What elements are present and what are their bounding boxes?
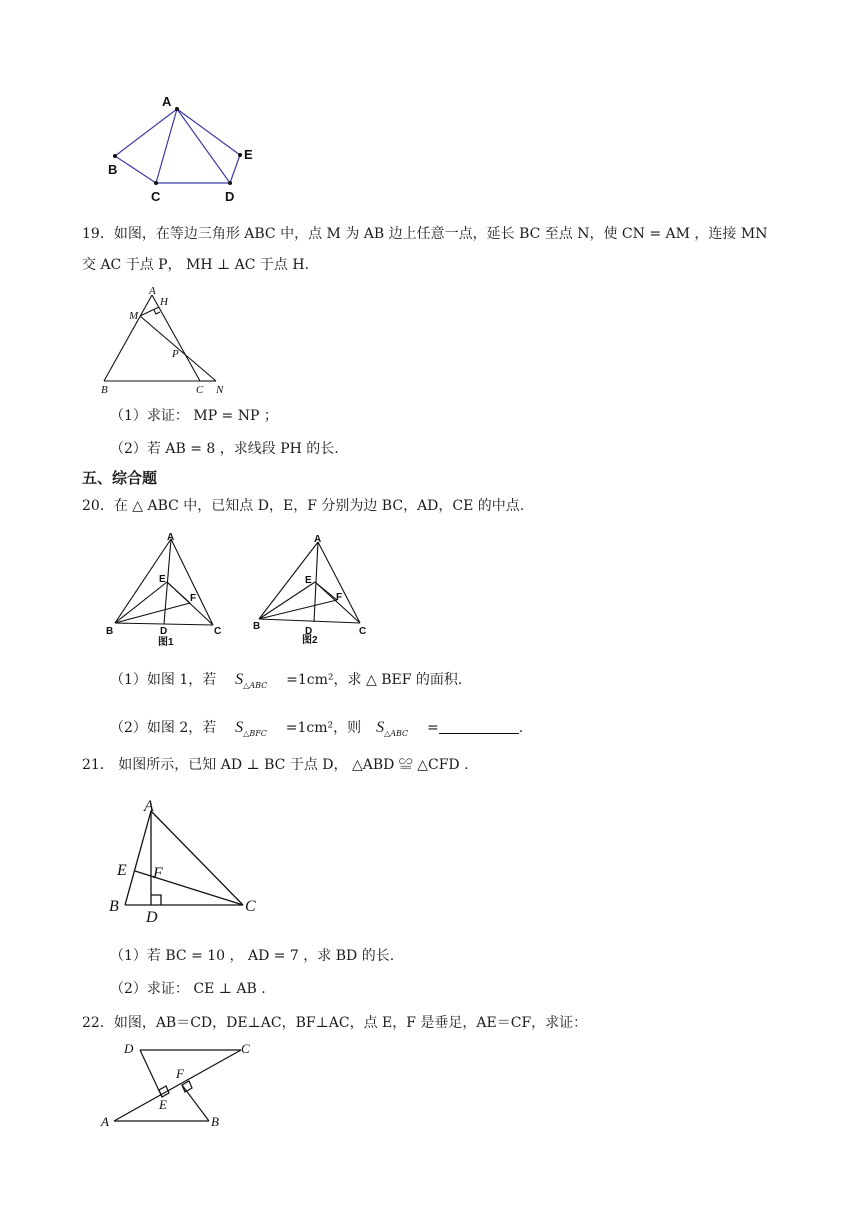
fig21-label-c: C bbox=[245, 898, 256, 915]
q21-part1: （1）若 BC = 10 ， AD = 7 ，求 BD 的长. bbox=[110, 948, 395, 964]
fig21-label-b: B bbox=[109, 898, 119, 915]
q21-part2: （2）求证： CE ⊥ AB . bbox=[110, 981, 266, 997]
figure-q20-2 bbox=[248, 530, 378, 650]
fig21-label-f: F bbox=[153, 865, 163, 882]
fig19-label-c: C bbox=[196, 384, 204, 396]
fig19-label-p: P bbox=[172, 348, 179, 360]
fig19-label-a: A bbox=[149, 285, 156, 297]
fig19-label-m: M bbox=[129, 310, 139, 322]
fig20-2-label-c: C bbox=[359, 626, 367, 637]
q20-part1-suffix: =1cm²，求 △ BEF 的面积. bbox=[286, 672, 463, 688]
fig22-label-f: F bbox=[176, 1066, 184, 1081]
q21-stem: 21． 如图所示，已知 AD ⊥ BC 于点 D， △ABD ≌ △CFD . bbox=[82, 757, 469, 773]
q20-part2 bbox=[110, 718, 523, 744]
fig20-1-label-a: A bbox=[167, 532, 175, 543]
q19-stem-line1: 19．如图，在等边三角形 ABC 中，点 M 为 AB 边上任意一点，延长 BC 至点 N，使 CN = AM ，连接 MN bbox=[82, 226, 768, 242]
q20-part2-s: S bbox=[235, 719, 244, 736]
q19-part2: （2）若 AB = 8 ，求线段 PH 的长. bbox=[110, 441, 339, 457]
fig20-2-label-e: E bbox=[305, 575, 312, 586]
fig20-1-label-d: D bbox=[160, 626, 168, 637]
fig22-label-d: D bbox=[124, 1041, 134, 1056]
q20-part2-mid: =1cm²，则 bbox=[285, 720, 362, 736]
q20-part2-eq: = bbox=[427, 720, 439, 736]
fig18-label-b: B bbox=[108, 162, 118, 177]
fig22-label-c: C bbox=[241, 1041, 250, 1056]
fig18-label-a: A bbox=[162, 94, 172, 109]
q20-part2-end: . bbox=[518, 720, 524, 736]
fig18-label-d: D bbox=[225, 189, 235, 204]
fig20-2-label-f: F bbox=[336, 592, 343, 603]
fig20-2-label-d: D bbox=[305, 626, 313, 637]
section-title: 五、综合题 bbox=[82, 469, 158, 487]
fig20-1-caption: 图1 bbox=[158, 637, 174, 648]
fig20-1-label-b: B bbox=[106, 626, 114, 637]
fig19-label-b: B bbox=[101, 384, 108, 396]
fig21-label-a: A bbox=[144, 798, 154, 815]
q20-part1-s: S bbox=[235, 671, 244, 688]
fig20-1-label-f: F bbox=[190, 593, 197, 604]
q20-part2-s2: S bbox=[376, 719, 385, 736]
q20-part1-prefix: （1）如图 1，若 bbox=[110, 672, 217, 688]
figure-q20-1 bbox=[100, 530, 230, 650]
fig20-1-label-c: C bbox=[214, 626, 222, 637]
fig19-label-n: N bbox=[216, 384, 224, 396]
fig19-label-h: H bbox=[160, 296, 168, 308]
answer-blank[interactable] bbox=[439, 719, 519, 734]
fig22-label-a: A bbox=[101, 1114, 109, 1129]
fig20-1-label-e: E bbox=[159, 574, 166, 585]
fig20-2-caption: 图2 bbox=[302, 635, 318, 646]
fig22-label-b: B bbox=[211, 1114, 219, 1129]
fig22-label-e: E bbox=[159, 1097, 167, 1112]
q20-part2-prefix: （2）如图 2，若 bbox=[110, 720, 217, 736]
fig18-label-e: E bbox=[244, 147, 253, 162]
q20-part1 bbox=[110, 670, 462, 696]
q20-part1-sub: △ABC bbox=[243, 681, 268, 690]
q19-part1: （1）求证： MP = NP ； bbox=[110, 408, 278, 424]
fig21-label-d: D bbox=[146, 909, 158, 926]
fig21-label-e: E bbox=[117, 862, 127, 879]
figure-q21 bbox=[105, 795, 265, 926]
q19-stem-line2: 交 AC 于点 P， MH ⊥ AC 于点 H. bbox=[82, 257, 310, 273]
q22-stem: 22．如图，AB＝CD，DE⊥AC，BF⊥AC，点 E，F 是垂足，AE＝CF，求证： bbox=[82, 1015, 588, 1031]
q20-part2-sub2: △ABC bbox=[384, 729, 409, 738]
fig20-2-label-a: A bbox=[314, 534, 322, 545]
fig20-2-label-b: B bbox=[253, 621, 261, 632]
figure-q19 bbox=[95, 285, 245, 397]
fig18-label-c: C bbox=[151, 189, 161, 204]
figure-q18 bbox=[100, 92, 270, 207]
q20-part2-sub: △BFC bbox=[243, 729, 267, 738]
figure-q22 bbox=[98, 1038, 248, 1133]
q20-stem: 20．在 △ ABC 中，已知点 D，E，F 分别为边 BC，AD，CE 的中点. bbox=[82, 498, 525, 514]
